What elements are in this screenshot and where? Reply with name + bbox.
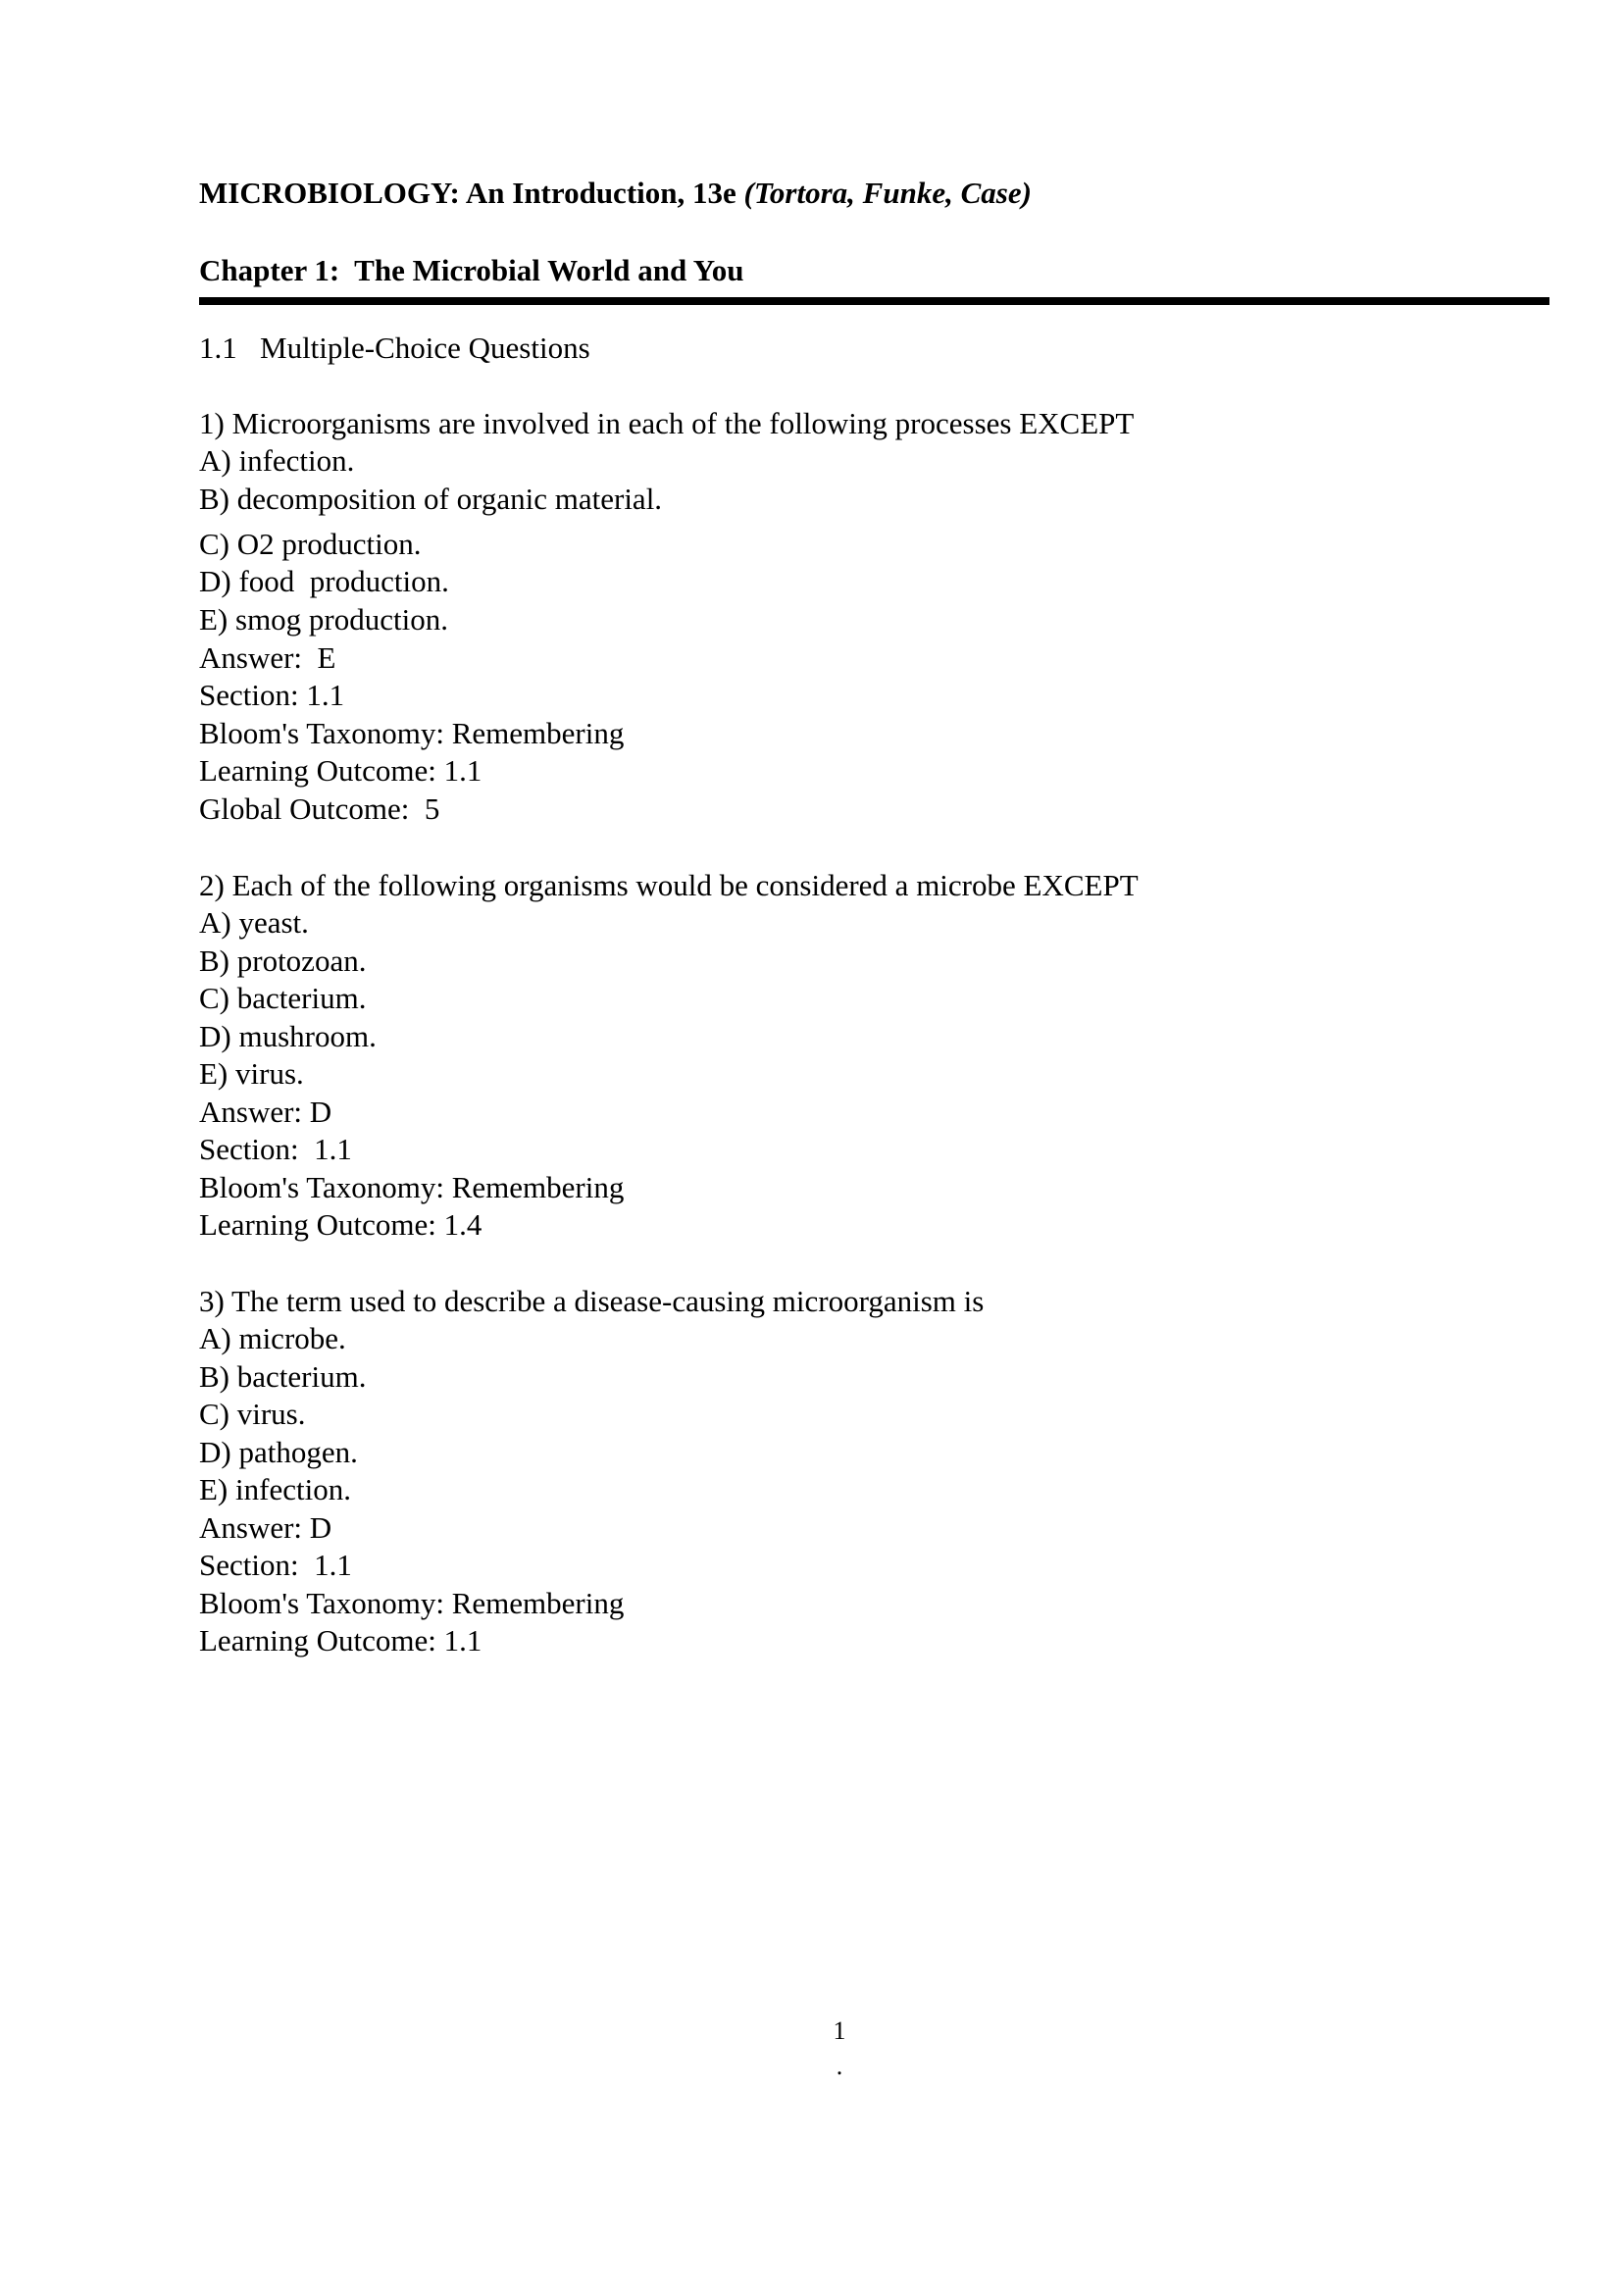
authors: (Tortora, Funke, Case)	[743, 176, 1032, 210]
section-ref: Section: 1.1	[199, 678, 345, 712]
option-d: D) mushroom.	[199, 1019, 377, 1053]
global-outcome: Global Outcome: 5	[199, 791, 440, 826]
answer: Answer: D	[199, 1510, 332, 1545]
question-text: 2) Each of the following organisms would be considered a microbe EXCEPT	[199, 868, 1139, 902]
section-heading: 1.1 Multiple-Choice Questions	[199, 331, 590, 365]
chapter-title: Chapter 1: The Microbial World and You	[199, 253, 744, 287]
option-e: E) infection.	[199, 1472, 351, 1506]
option-a: A) microbe.	[199, 1321, 346, 1355]
section-ref: Section: 1.1	[199, 1548, 352, 1582]
page-number: 1	[833, 2016, 846, 2045]
blooms-taxonomy: Bloom's Taxonomy: Remembering	[199, 1586, 625, 1620]
option-b: B) bacterium.	[199, 1359, 367, 1394]
answer: Answer: D	[199, 1095, 332, 1129]
learning-outcome: Learning Outcome: 1.1	[199, 753, 482, 788]
option-b: B) protozoan.	[199, 944, 367, 978]
question-text: 3) The term used to describe a disease-causing microorganism is	[199, 1284, 985, 1318]
option-c: C) bacterium.	[199, 981, 367, 1015]
question-text: 1) Microorganisms are involved in each of the following processes EXCEPT	[199, 406, 1135, 440]
page-number-dot: .	[836, 2052, 843, 2080]
book-title: MICROBIOLOGY: An Introduction, 13e	[199, 176, 736, 210]
option-a: A) infection.	[199, 443, 355, 478]
option-e: E) virus.	[199, 1056, 304, 1091]
learning-outcome: Learning Outcome: 1.4	[199, 1207, 482, 1242]
option-a: A) yeast.	[199, 905, 309, 940]
heading-rule	[199, 297, 1549, 305]
option-e: E) smog production.	[199, 602, 448, 637]
blooms-taxonomy: Bloom's Taxonomy: Remembering	[199, 1170, 625, 1204]
option-c: C) O2 production.	[199, 527, 422, 561]
option-d: D) food production.	[199, 564, 449, 598]
book-title-line	[199, 175, 1032, 213]
blooms-taxonomy: Bloom's Taxonomy: Remembering	[199, 716, 625, 750]
option-c: C) virus.	[199, 1397, 306, 1431]
section-ref: Section: 1.1	[199, 1132, 352, 1166]
answer: Answer: E	[199, 640, 336, 675]
option-b: B) decomposition of organic material.	[199, 482, 663, 516]
learning-outcome: Learning Outcome: 1.1	[199, 1623, 482, 1658]
option-d: D) pathogen.	[199, 1435, 358, 1469]
